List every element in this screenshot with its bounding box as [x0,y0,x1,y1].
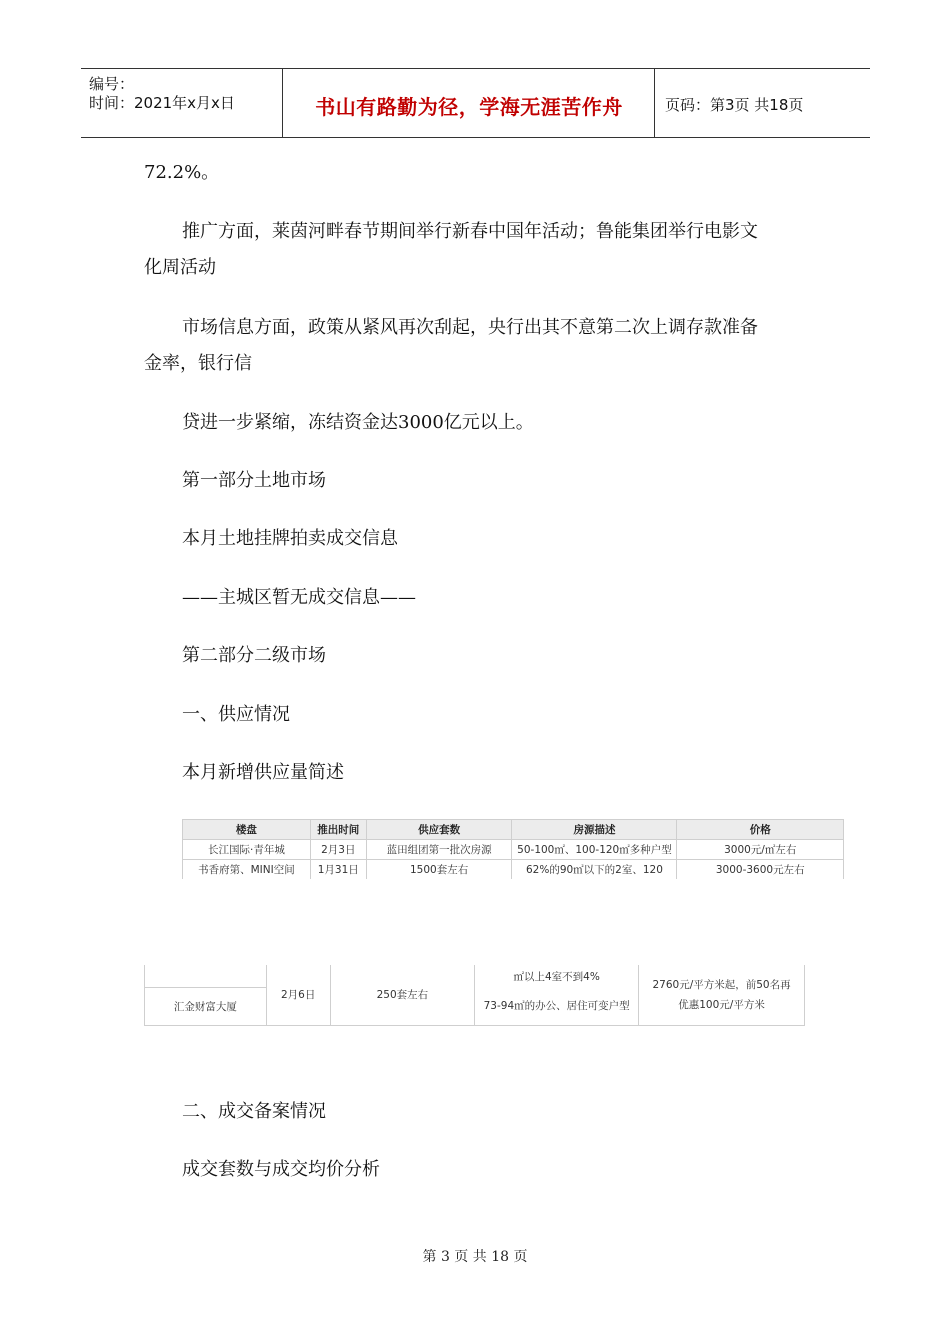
price-line: 优惠100元/平方米 [678,998,765,1011]
table-row [183,840,844,860]
table-cell: 3000-3600元左右 [677,860,844,879]
section-heading: 二、成交备案情况 [182,1101,326,1122]
paragraph: 72.2%。 [144,162,220,183]
header-meta [89,75,235,113]
paragraph: 化周活动 [144,257,216,278]
table-cell: 3000元/㎡左右 [677,840,844,860]
table-cell: 50-100㎡、100-120㎡多种户型 [512,840,677,860]
table-cell [145,965,267,987]
table-cell: 2月3日 [310,840,366,860]
table-cell: 1500套左右 [366,860,512,879]
section-heading: 成交套数与成交均价分析 [182,1159,380,1180]
table-header-cell: 房源描述 [512,820,677,840]
table-cell [639,965,805,1025]
table-cell: 62%的90㎡以下的2室、120 [512,860,677,879]
section-heading: 一、供应情况 [182,704,290,725]
section-heading: 本月土地挂牌拍卖成交信息 [182,528,398,549]
table-row [145,965,805,987]
paragraph: ——主城区暂无成交信息—— [182,587,416,608]
table-header-cell: 推出时间 [310,820,366,840]
table-cell: 蓝田组团第一批次房源 [366,840,512,860]
table-header-cell: 楼盘 [183,820,311,840]
table-cell: 73-94㎡的办公、居住可变户型 [475,987,639,1025]
header-page-label: 页码：第3页 共18页 [665,96,804,114]
table-cell: 1月31日 [310,860,366,879]
table-header-cell: 供应套数 [366,820,512,840]
table-cell: 长江国际·青年城 [183,840,311,860]
header-motto: 书山有路勤为径，学海无涯苦作舟 [315,95,623,119]
table-cell: 2月6日 [266,965,330,1025]
doc-date-label: 时间：2021年x月x日 [89,94,235,112]
table-cell: 汇金财富大厦 [145,987,267,1025]
paragraph: 金率，银行信 [144,353,252,374]
table-cell: 250套左右 [330,965,475,1025]
page-header [81,68,870,138]
section-heading: 第二部分二级市场 [182,645,326,666]
table-header-cell: 价格 [677,820,844,840]
paragraph: 推广方面，莱茵河畔春节期间举行新春中国年活动；鲁能集团举行电影文 [182,221,758,242]
page-footer: 第 3 页 共 18 页 [422,1249,528,1265]
supply-table-continued [144,965,805,1026]
table-cell: 书香府第、MINI空间 [183,860,311,879]
paragraph: 贷进一步紧缩，冻结资金达3000亿元以上。 [182,412,534,433]
table-header-row [183,820,844,840]
table-row [183,860,844,879]
section-heading: 第一部分土地市场 [182,470,326,491]
doc-number-label: 编号： [89,75,135,93]
paragraph: 市场信息方面，政策从紧风再次刮起，央行出其不意第二次上调存款准备 [182,317,758,338]
section-heading: 本月新增供应量简述 [182,762,344,783]
price-line: 2760元/平方米起，前50名再 [652,978,791,991]
supply-table [182,819,844,879]
table-cell: ㎡以上4室不到4% [475,965,639,987]
